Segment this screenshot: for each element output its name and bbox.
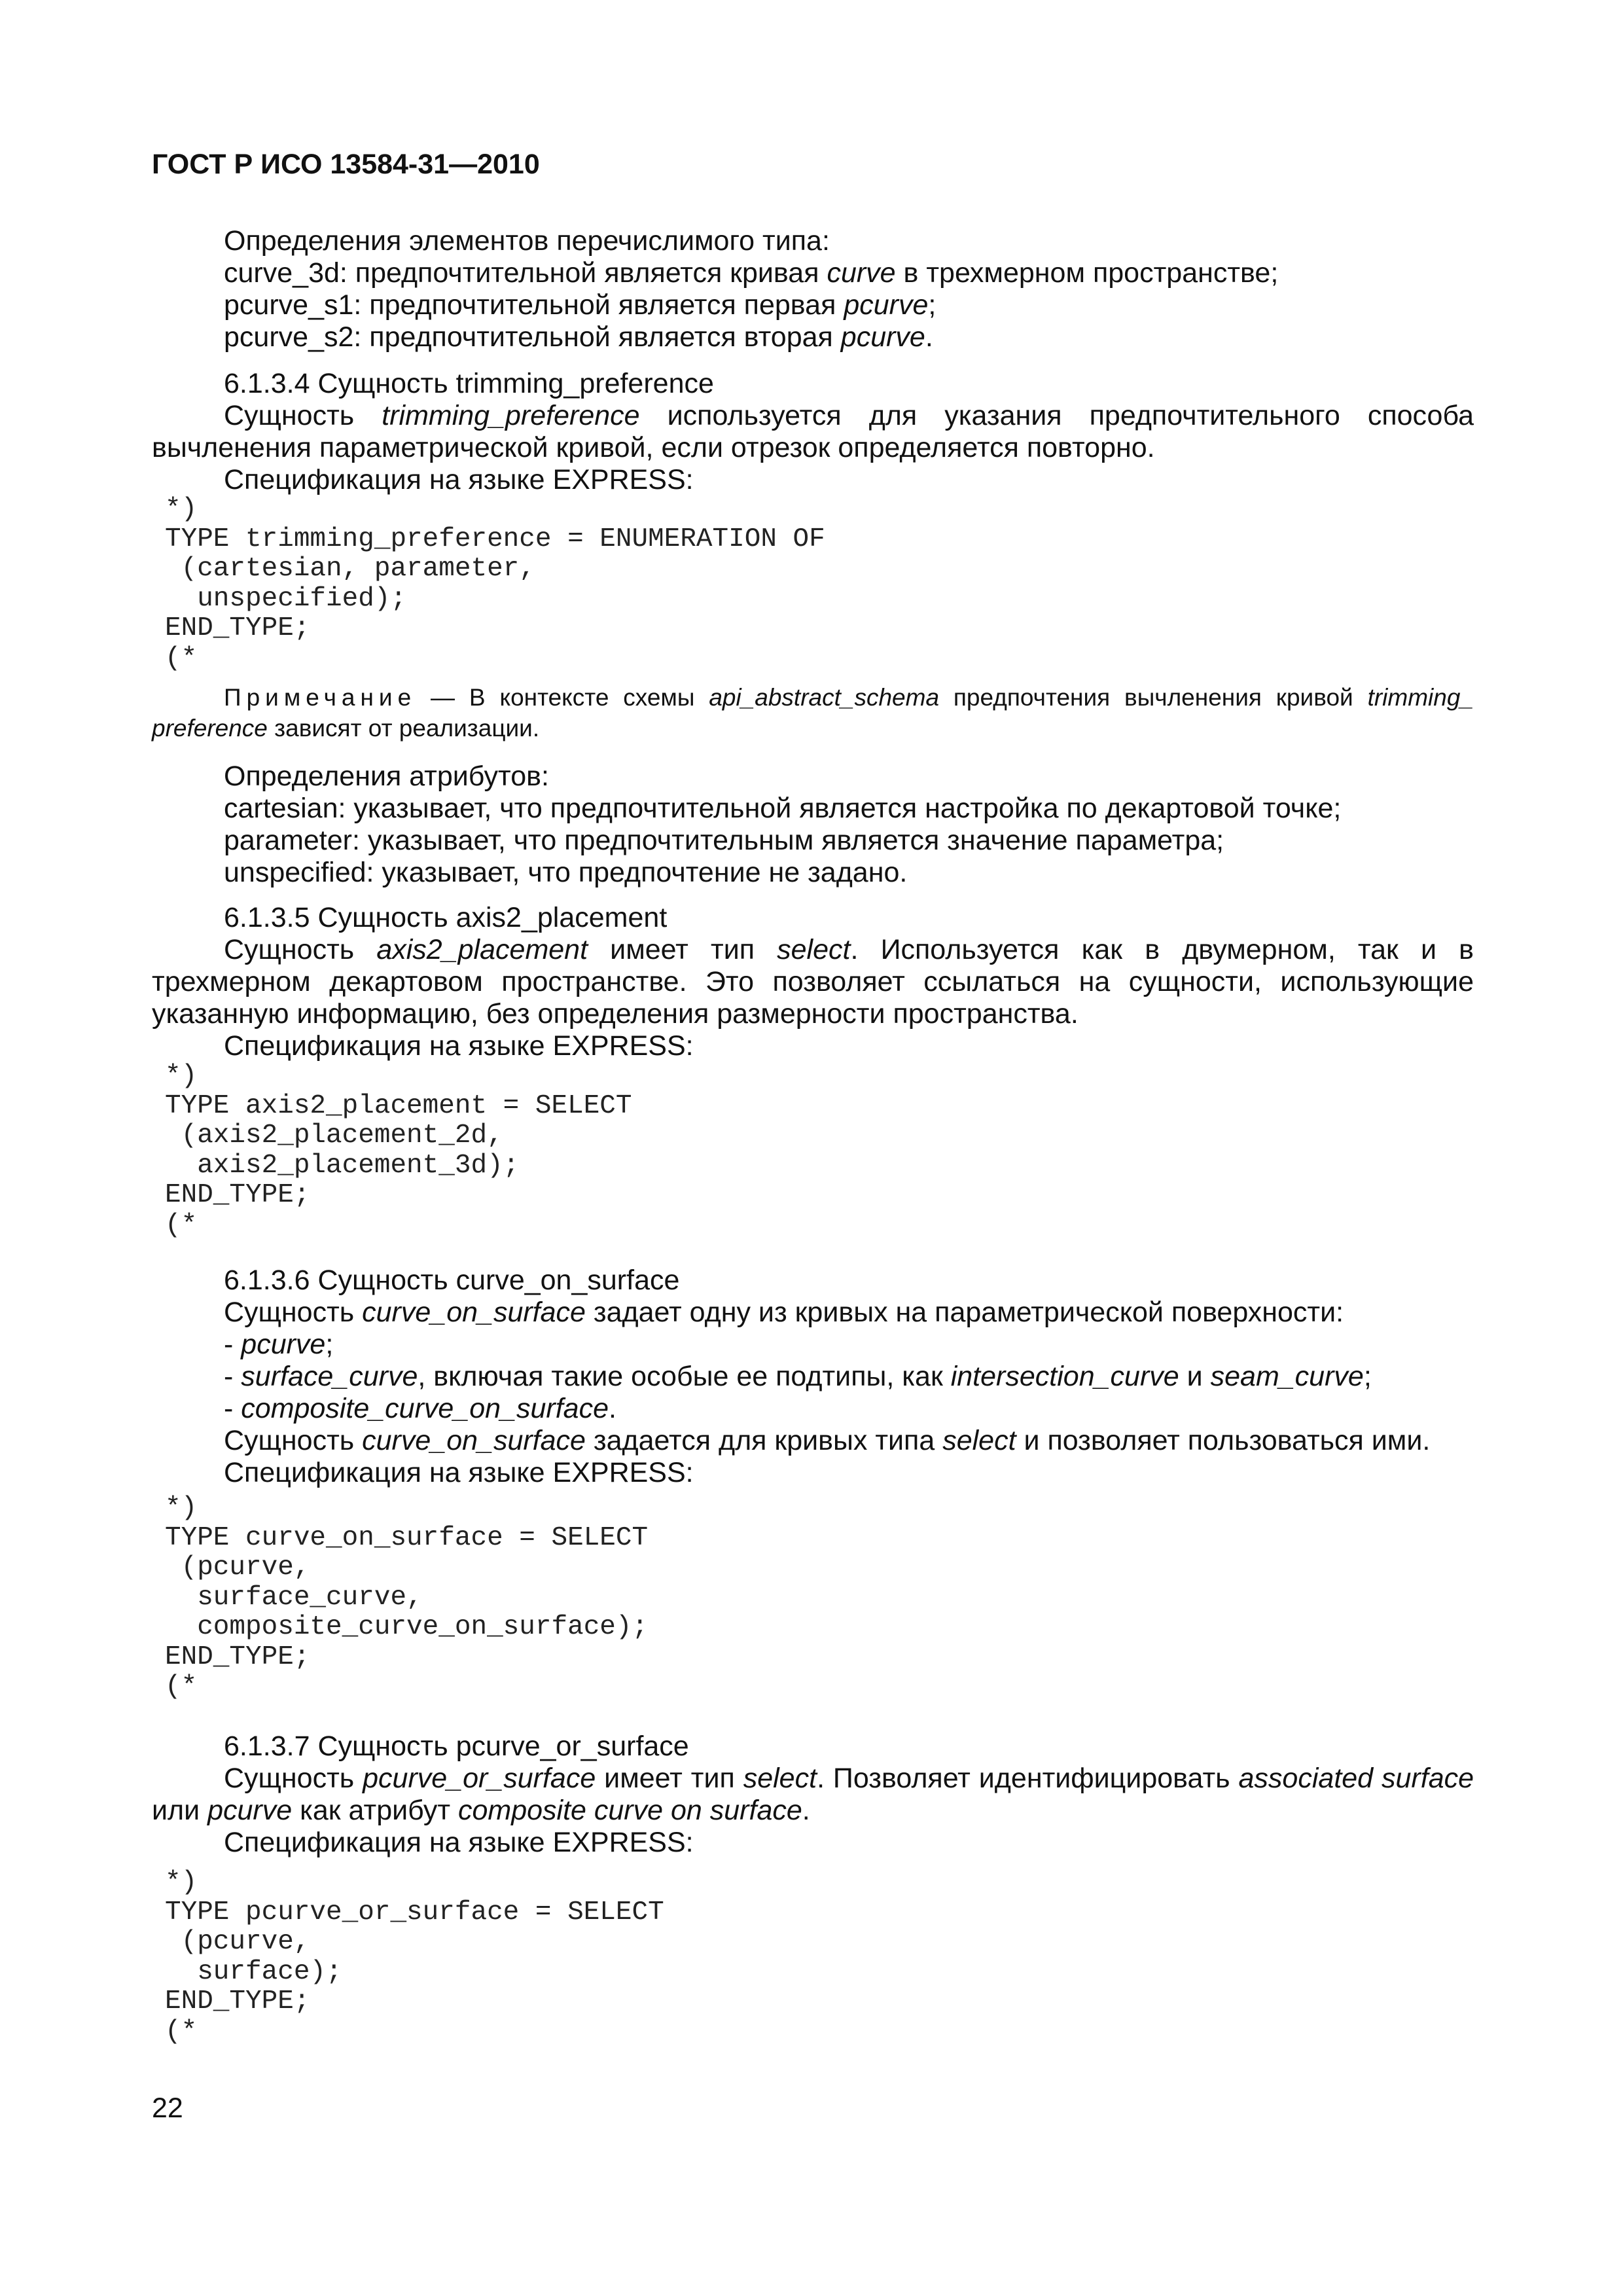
section-pcurve-or-surface	[152, 1731, 1474, 1859]
enum-definitions	[152, 225, 1474, 353]
section-paragraph-2: Сущность curve_on_surface задается для кривых типа select и позволяет пользоваться ими.	[224, 1425, 1431, 1456]
section-axis2-placement	[152, 902, 1474, 1062]
note-trimming-preference: Примечание — В контексте схемы api_abstract_schema предпочтения вычленения кривой trimming_ preference зависят от реализации.	[152, 684, 1474, 742]
section-paragraph: Сущность axis2_placement имеет тип select. Используется как в двумерном, так и в трехмерном декартовом пространстве. Это позволяет ссылаться на сущности, использующие указанную информацию, без определения размерности пространства.	[152, 934, 1474, 1030]
list-item-surface-curve: - surface_curve, включая такие особые ее подтипы, как intersection_curve и seam_curve;	[224, 1361, 1372, 1392]
attribute-unspecified: unspecified: указывает, что предпочтение не задано.	[224, 857, 908, 888]
page-number: 22	[152, 2092, 183, 2124]
express-code-pcurve-or-surface	[152, 1868, 1474, 2047]
enum-item-pcurve-s1: pcurve_s1: предпочтительной является первая pcurve;	[224, 289, 936, 321]
attribute-parameter: parameter: указывает, что предпочтительным является значение параметра;	[224, 825, 1224, 856]
attribute-definitions	[152, 761, 1474, 889]
enum-item-curve-3d: curve_3d: предпочтительной является кривая curve в трехмерном пространстве;	[224, 257, 1279, 289]
section-heading: 6.1.3.4 Сущность trimming_preference	[224, 368, 714, 399]
section-paragraph: Сущность curve_on_surface задает одну из кривых на параметрической поверхности:	[224, 1297, 1344, 1328]
express-spec-label: Спецификация на языке EXPRESS:	[224, 1030, 694, 1062]
express-spec-label: Спецификация на языке EXPRESS:	[224, 464, 694, 495]
express-spec-label: Спецификация на языке EXPRESS:	[224, 1827, 694, 1858]
section-trimming-preference	[152, 368, 1474, 496]
code-block: *) TYPE curve_on_surface = SELECT (pcurve, surface_curve, composite_curve_on_surface); END_TYPE; (*	[165, 1493, 649, 1702]
code-block: *) TYPE pcurve_or_surface = SELECT (pcurve, surface); END_TYPE; (*	[165, 1867, 664, 2047]
express-code-trimming-preference	[152, 495, 1474, 673]
attributes-intro: Определения атрибутов:	[224, 761, 549, 792]
section-heading: 6.1.3.7 Сущность pcurve_or_surface	[224, 1731, 689, 1762]
section-paragraph: Сущность trimming_preference используется для указания предпочтительного способа вычленения параметрической кривой, если отрезок определяется повторно.	[152, 400, 1474, 463]
express-code-curve-on-surface	[152, 1494, 1474, 1702]
note-label: Примечание	[224, 684, 417, 711]
code-block: *) TYPE trimming_preference = ENUMERATION OF (cartesian, parameter, unspecified); END_TYPE; (*	[165, 494, 825, 673]
section-heading: 6.1.3.6 Сущность curve_on_surface	[224, 1265, 680, 1296]
attribute-cartesian: cartesian: указывает, что предпочтительной является настройка по декартовой точке;	[224, 793, 1342, 824]
code-block: *) TYPE axis2_placement = SELECT (axis2_placement_2d, axis2_placement_3d); END_TYPE; (*	[165, 1061, 632, 1240]
express-code-axis2-placement	[152, 1062, 1474, 1240]
section-paragraph: Сущность pcurve_or_surface имеет тип select. Позволяет идентифицировать associated surface или pcurve как атрибут composite curve on surface.	[152, 1763, 1474, 1826]
express-spec-label: Спецификация на языке EXPRESS:	[224, 1457, 694, 1488]
section-curve-on-surface	[152, 1265, 1474, 1489]
section-heading: 6.1.3.5 Сущность axis2_placement	[224, 902, 668, 933]
enum-intro: Определения элементов перечислимого типа:	[224, 225, 830, 257]
document-header: ГОСТ Р ИСО 13584-31—2010	[152, 149, 540, 180]
list-item-pcurve: - pcurve;	[224, 1329, 334, 1360]
list-item-composite-curve: - composite_curve_on_surface.	[224, 1393, 616, 1424]
enum-item-pcurve-s2: pcurve_s2: предпочтительной является вторая pcurve.	[224, 321, 933, 353]
